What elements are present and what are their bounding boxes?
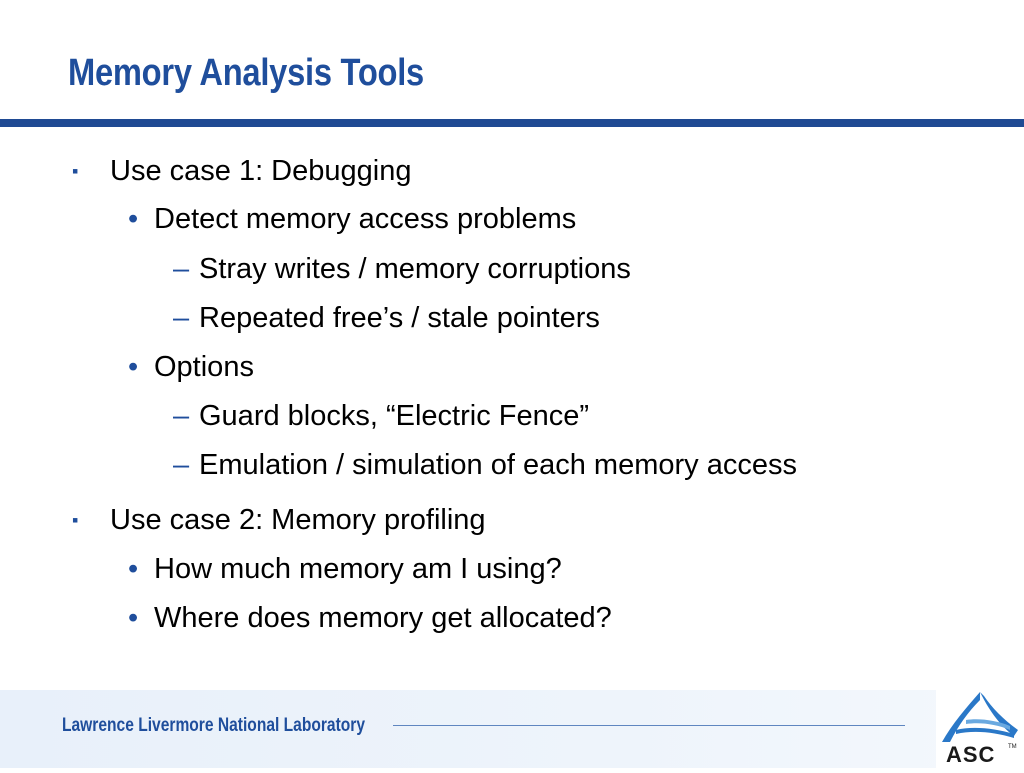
bullet-text: Emulation / simulation of each memory access — [199, 449, 797, 481]
logo-trademark: TM — [1008, 744, 1017, 750]
square-bullet-icon: ▪ — [72, 510, 79, 530]
bullet-text: Options — [154, 351, 254, 383]
bullet-item — [128, 350, 254, 384]
logo-text: ASC — [946, 742, 996, 767]
slide-footer — [0, 690, 1024, 768]
bullet-item — [72, 154, 412, 188]
asc-logo-icon — [936, 690, 1024, 768]
dash-bullet-icon: – — [173, 449, 190, 481]
asc-logo — [936, 690, 1024, 768]
square-bullet-icon: ▪ — [72, 161, 79, 181]
bullet-text: Repeated free’s / stale pointers — [199, 302, 600, 334]
bullet-text: Detect memory access problems — [154, 203, 577, 235]
dot-bullet-icon: • — [128, 203, 139, 235]
slide-title: Memory Analysis Tools — [68, 52, 424, 94]
bullet-text: Use case 1: Debugging — [110, 155, 412, 187]
bullet-item — [173, 252, 631, 286]
bullet-text: Guard blocks, “Electric Fence” — [199, 400, 590, 432]
bullet-item — [173, 301, 600, 335]
bullet-item — [128, 202, 577, 236]
dash-bullet-icon: – — [173, 302, 190, 334]
bullet-text: Where does memory get allocated? — [154, 602, 612, 634]
dash-bullet-icon: – — [173, 400, 190, 432]
dot-bullet-icon: • — [128, 553, 139, 585]
dot-bullet-icon: • — [128, 351, 139, 383]
bullet-text: How much memory am I using? — [154, 553, 562, 585]
bullet-item — [72, 503, 486, 537]
dash-bullet-icon: – — [173, 253, 190, 285]
footer-divider — [393, 725, 905, 726]
footer-organization: Lawrence Livermore National Laboratory — [62, 715, 366, 736]
bullet-item — [128, 601, 612, 635]
dot-bullet-icon: • — [128, 602, 139, 634]
bullet-text: Stray writes / memory corruptions — [199, 253, 631, 285]
bullet-item — [128, 552, 562, 586]
bullet-item — [173, 448, 797, 482]
bullet-text: Use case 2: Memory profiling — [110, 504, 486, 536]
bullet-item — [173, 399, 590, 433]
